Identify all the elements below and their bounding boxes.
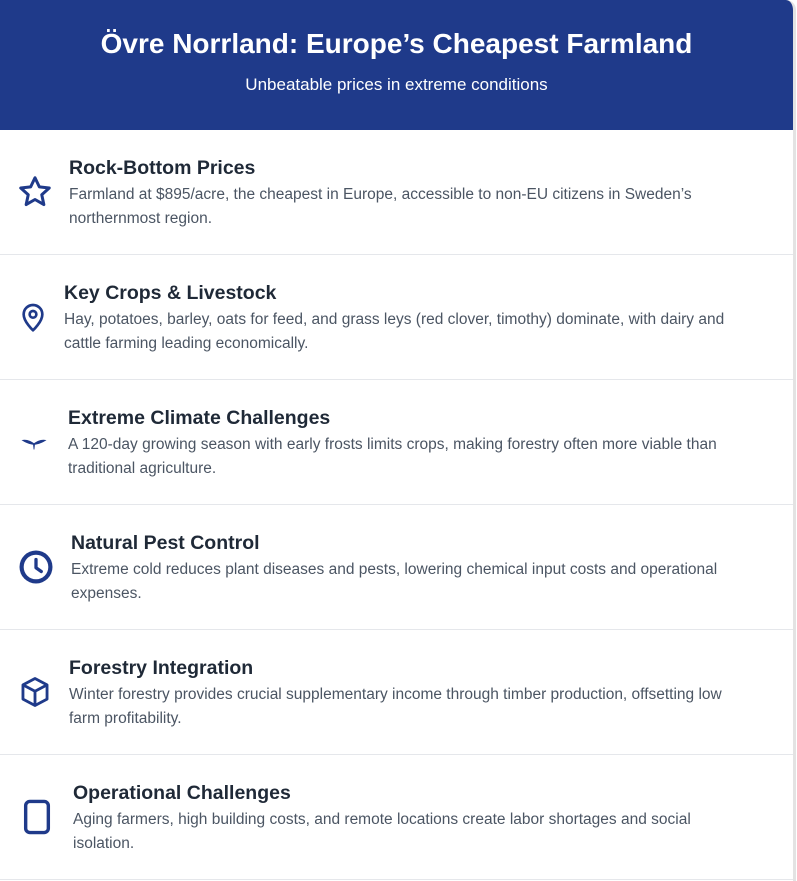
clock-icon xyxy=(18,549,54,585)
item-title: Natural Pest Control xyxy=(71,532,260,554)
cube-icon xyxy=(17,674,53,710)
leaf-icon xyxy=(16,424,52,460)
item-title: Extreme Climate Challenges xyxy=(68,407,331,429)
list-item-operational-challenges xyxy=(0,755,793,880)
list-item-key-crops xyxy=(0,255,793,380)
map-pin-icon xyxy=(15,299,51,335)
list-item-extreme-climate xyxy=(0,380,793,505)
header xyxy=(0,0,793,130)
item-description: Hay, potatoes, barley, oats for feed, and grass leys (red clover, timothy) dominate, with dairy and cattle farming leading economically. xyxy=(64,311,725,352)
item-description: A 120-day growing season with early frosts limits crops, making forestry often more viable than traditional agriculture. xyxy=(68,436,717,477)
list-item-forestry-integration xyxy=(0,630,793,755)
star-icon xyxy=(17,174,53,210)
list-item-natural-pest-control xyxy=(0,505,793,630)
item-description: Farmland at $895/acre, the cheapest in Europe, accessible to non-EU citizens in Sweden’s northernmost region. xyxy=(69,186,692,227)
item-title: Forestry Integration xyxy=(69,657,254,679)
tablet-icon xyxy=(19,799,55,835)
item-title: Operational Challenges xyxy=(73,782,291,804)
item-description: Extreme cold reduces plant diseases and pests, lowering chemical input costs and operational expenses. xyxy=(71,561,718,602)
item-description: Aging farmers, high building costs, and remote locations create labor shortages and social isolation. xyxy=(73,811,691,852)
list-item-rock-bottom-prices xyxy=(0,130,793,255)
page-title: Övre Norrland: Europe’s Cheapest Farmland xyxy=(100,28,693,59)
item-description: Winter forestry provides crucial supplementary income through timber production, offsetting low farm profitability. xyxy=(69,686,722,727)
item-title: Key Crops & Livestock xyxy=(64,282,277,304)
item-title: Rock-Bottom Prices xyxy=(69,157,256,179)
page-subtitle: Unbeatable prices in extreme conditions xyxy=(245,75,548,94)
